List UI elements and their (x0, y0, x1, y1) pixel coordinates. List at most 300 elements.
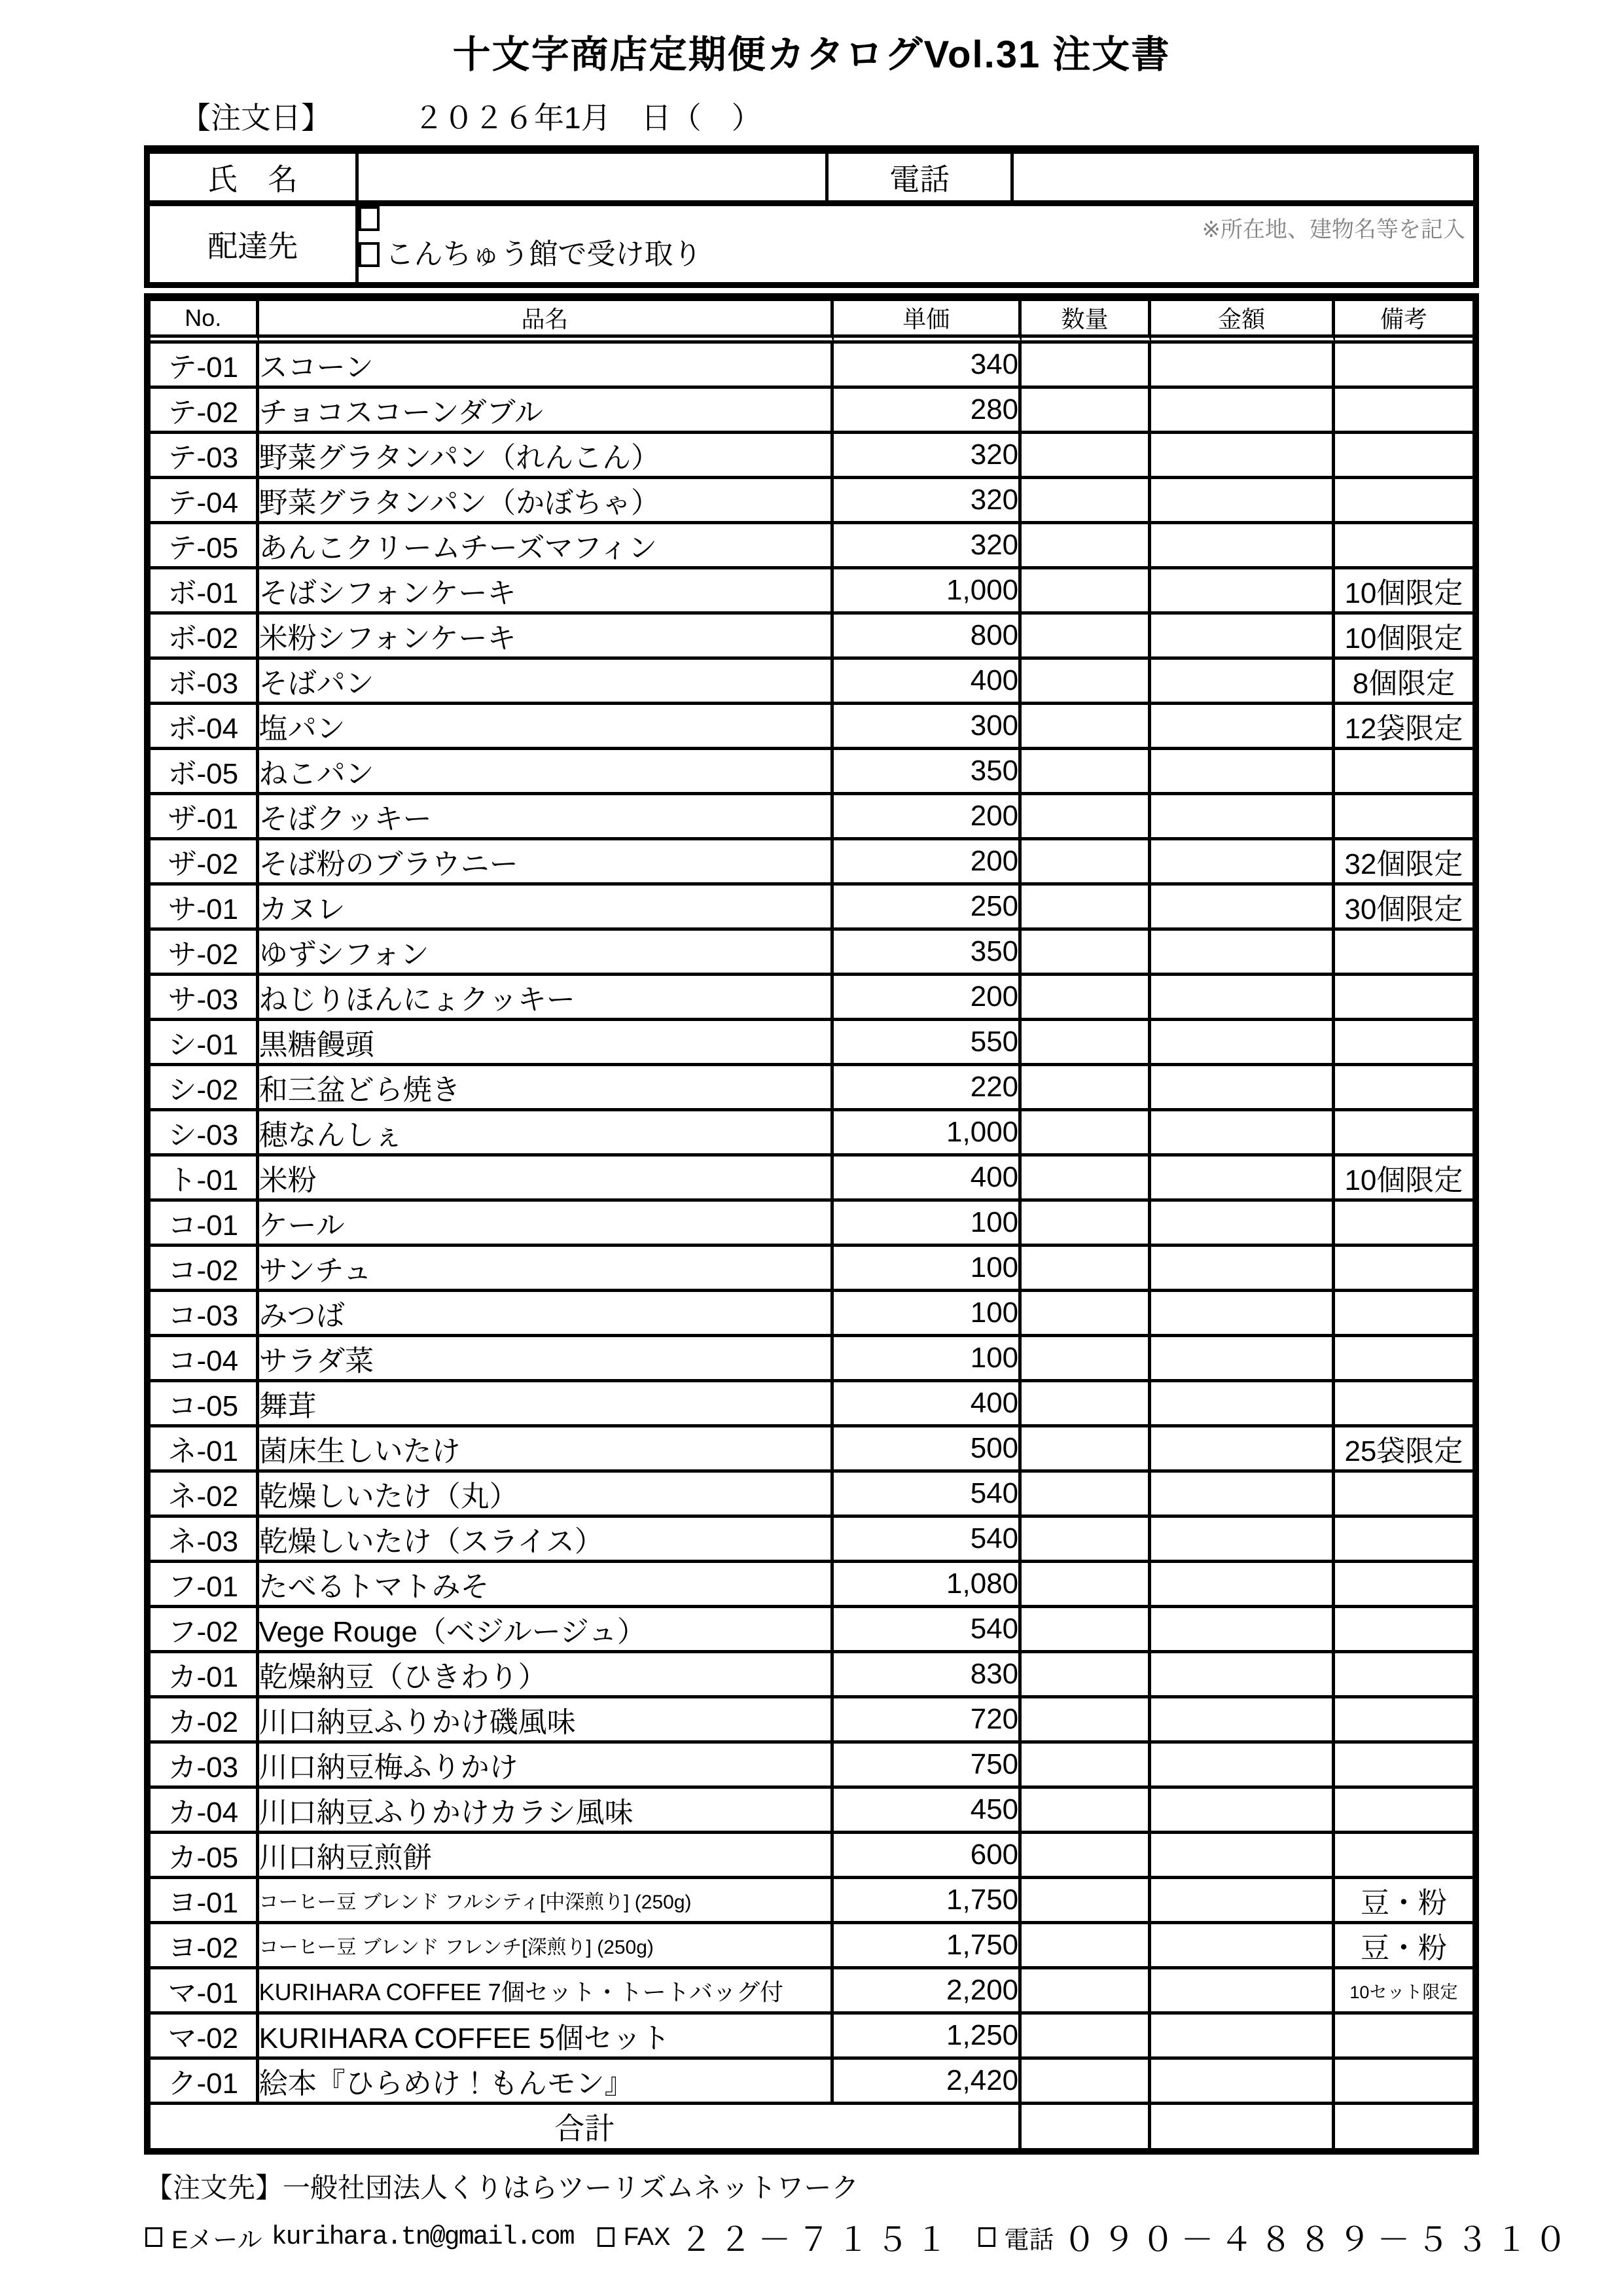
table-row (151, 2060, 1472, 2105)
product-name: 川口納豆ふりかけ磯風味 (259, 1698, 834, 1744)
product-note (1335, 1111, 1472, 1157)
footer (144, 2166, 1574, 2261)
delivery-row (150, 206, 1473, 282)
table-row (151, 1518, 1472, 1563)
quantity-input-cell[interactable] (1022, 750, 1151, 795)
product-no: ク-01 (151, 2060, 259, 2105)
table-row (151, 1834, 1472, 1879)
product-name: 野菜グラタンパン（れんこん） (259, 434, 834, 479)
product-note (1335, 1789, 1472, 1834)
product-name: みつば (259, 1292, 834, 1337)
product-no: サ-01 (151, 886, 259, 931)
product-price: 350 (834, 931, 1022, 976)
amount-input-cell[interactable] (1151, 2015, 1335, 2060)
product-note (1335, 931, 1472, 976)
amount-input-cell[interactable] (1151, 2060, 1335, 2105)
order-date-value[interactable]: ２０２６年1月 日（ ） (414, 101, 762, 135)
quantity-input-cell[interactable] (1022, 1202, 1151, 1247)
product-note (1335, 479, 1472, 524)
product-name: そばパン (259, 660, 834, 705)
quantity-input-cell[interactable] (1022, 1157, 1151, 1202)
quantity-input-cell[interactable] (1022, 886, 1151, 931)
amount-input-cell[interactable] (1151, 1834, 1335, 1879)
amount-input-cell[interactable] (1151, 931, 1335, 976)
product-no: ザ-02 (151, 840, 259, 886)
product-no: ネ-03 (151, 1518, 259, 1563)
table-row (151, 1879, 1472, 1924)
amount-input-cell[interactable] (1151, 1518, 1335, 1563)
order-date-label: 【注文日】 (181, 101, 331, 135)
checkbox-icon[interactable] (978, 2227, 995, 2247)
product-note (1335, 1292, 1472, 1337)
order-to-line: 【注文先】一般社団法人くりはらツーリズムネットワーク (145, 2172, 859, 2203)
name-label: 氏 名 (150, 154, 359, 206)
amount-input-cell[interactable] (1151, 434, 1335, 479)
quantity-input-cell[interactable] (1022, 705, 1151, 750)
email-label: Eメール (171, 2226, 262, 2254)
table-row (151, 479, 1472, 524)
table-row (151, 1382, 1472, 1427)
product-no: コ-01 (151, 1202, 259, 1247)
product-note (1335, 1518, 1472, 1563)
product-no: フ-01 (151, 1563, 259, 1608)
order-date-line (181, 94, 1479, 137)
product-name: スコーン (259, 344, 834, 389)
quantity-input-cell[interactable] (1022, 840, 1151, 886)
product-price: 200 (834, 976, 1022, 1021)
amount-input-cell[interactable] (1151, 1111, 1335, 1157)
product-price: 1,750 (834, 1924, 1022, 1969)
product-price: 100 (834, 1247, 1022, 1292)
checkbox-icon[interactable] (359, 242, 380, 267)
total-amount-cell[interactable] (1151, 2105, 1335, 2148)
product-price: 100 (834, 1202, 1022, 1247)
product-note: 10セット限定 (1335, 1969, 1472, 2015)
product-name: そばシフォンケーキ (259, 569, 834, 615)
fax-label: FAX (623, 2223, 671, 2251)
quantity-input-cell[interactable] (1022, 931, 1151, 976)
product-price: 800 (834, 615, 1022, 660)
table-row (151, 434, 1472, 479)
table-row (151, 1924, 1472, 1969)
amount-input-cell[interactable] (1151, 1066, 1335, 1111)
amount-input-cell[interactable] (1151, 1698, 1335, 1744)
table-row (151, 1021, 1472, 1066)
product-price: 550 (834, 1021, 1022, 1066)
amount-input-cell[interactable] (1151, 569, 1335, 615)
product-name: 黒糖饅頭 (259, 1021, 834, 1066)
product-name: ねじりほんにょクッキー (259, 976, 834, 1021)
amount-input-cell[interactable] (1151, 886, 1335, 931)
table-row (151, 976, 1472, 1021)
product-price: 100 (834, 1292, 1022, 1337)
product-name: ねこパン (259, 750, 834, 795)
table-row (151, 1111, 1472, 1157)
product-table (144, 293, 1479, 2155)
product-price: 400 (834, 1157, 1022, 1202)
col-header-qty: 数量 (1022, 301, 1151, 344)
amount-input-cell[interactable] (1151, 1924, 1335, 1969)
product-no: ボ-01 (151, 569, 259, 615)
quantity-input-cell[interactable] (1022, 1427, 1151, 1473)
phone-input-cell[interactable] (1014, 154, 1473, 206)
quantity-input-cell[interactable] (1022, 660, 1151, 705)
tel-label: 電話 (1004, 2226, 1054, 2254)
table-row (151, 840, 1472, 886)
checkbox-icon[interactable] (145, 2227, 162, 2247)
product-no: カ-04 (151, 1789, 259, 1834)
product-no: テ-01 (151, 344, 259, 389)
product-price: 540 (834, 1608, 1022, 1653)
product-name: 米粉シフォンケーキ (259, 615, 834, 660)
quantity-input-cell[interactable] (1022, 2015, 1151, 2060)
phone-label: 電話 (829, 154, 1014, 206)
product-no: ネ-02 (151, 1473, 259, 1518)
table-row (151, 1698, 1472, 1744)
amount-input-cell[interactable] (1151, 1247, 1335, 1292)
col-header-name: 品名 (259, 301, 834, 344)
quantity-input-cell[interactable] (1022, 1834, 1151, 1879)
page-title: 十文字商店定期便カタログVol.31 注文書 (452, 33, 1171, 76)
table-row (151, 1247, 1472, 1292)
product-price: 830 (834, 1653, 1022, 1698)
product-note (1335, 1473, 1472, 1518)
product-note: 30個限定 (1335, 886, 1472, 931)
product-price: 200 (834, 840, 1022, 886)
product-name: 乾燥納豆（ひきわり） (259, 1653, 834, 1698)
amount-input-cell[interactable] (1151, 479, 1335, 524)
product-note: 32個限定 (1335, 840, 1472, 886)
amount-input-cell[interactable] (1151, 1427, 1335, 1473)
quantity-input-cell[interactable] (1022, 1698, 1151, 1744)
product-name: 和三盆どら焼き (259, 1066, 834, 1111)
product-name: 野菜グラタンパン（かぼちゃ） (259, 479, 834, 524)
product-price: 1,000 (834, 569, 1022, 615)
product-no: ザ-01 (151, 795, 259, 840)
product-note (1335, 389, 1472, 434)
col-header-amount: 金額 (1151, 301, 1335, 344)
amount-input-cell[interactable] (1151, 524, 1335, 569)
product-price: 320 (834, 524, 1022, 569)
quantity-input-cell[interactable] (1022, 1563, 1151, 1608)
product-note (1335, 344, 1472, 389)
fax-number: ２２－７１５１ (679, 2221, 955, 2258)
product-no: ヨ-02 (151, 1924, 259, 1969)
product-price: 540 (834, 1473, 1022, 1518)
product-note: 10個限定 (1335, 615, 1472, 660)
product-price: 540 (834, 1518, 1022, 1563)
product-name: 舞茸 (259, 1382, 834, 1427)
quantity-input-cell[interactable] (1022, 795, 1151, 840)
product-note (1335, 750, 1472, 795)
product-name: そばクッキー (259, 795, 834, 840)
table-row (151, 1202, 1472, 1247)
quantity-input-cell[interactable] (1022, 2060, 1151, 2105)
quantity-input-cell[interactable] (1022, 1608, 1151, 1653)
table-row (151, 1292, 1472, 1337)
quantity-input-cell[interactable] (1022, 389, 1151, 434)
col-header-note: 備考 (1335, 301, 1472, 344)
product-price: 1,000 (834, 1111, 1022, 1157)
product-price: 250 (834, 886, 1022, 931)
table-row (151, 1473, 1472, 1518)
contact-line (145, 2214, 1574, 2261)
col-header-price: 単価 (834, 301, 1022, 344)
product-price: 350 (834, 750, 1022, 795)
product-price: 200 (834, 795, 1022, 840)
product-price: 400 (834, 660, 1022, 705)
delivery-option-2[interactable] (359, 239, 1473, 270)
amount-input-cell[interactable] (1151, 1789, 1335, 1834)
name-input-cell[interactable] (359, 154, 829, 206)
product-note: 10個限定 (1335, 1157, 1472, 1202)
product-no: カ-01 (151, 1653, 259, 1698)
product-price: 1,750 (834, 1879, 1022, 1924)
product-no: ボ-03 (151, 660, 259, 705)
product-no: ト-01 (151, 1157, 259, 1202)
product-price: 220 (834, 1066, 1022, 1111)
quantity-input-cell[interactable] (1022, 479, 1151, 524)
product-name: カヌレ (259, 886, 834, 931)
quantity-input-cell[interactable] (1022, 344, 1151, 389)
product-price: 320 (834, 479, 1022, 524)
product-name: 川口納豆ふりかけカラシ風味 (259, 1789, 834, 1834)
product-note (1335, 1698, 1472, 1744)
product-no: テ-04 (151, 479, 259, 524)
quantity-input-cell[interactable] (1022, 1924, 1151, 1969)
amount-input-cell[interactable] (1151, 1473, 1335, 1518)
amount-input-cell[interactable] (1151, 750, 1335, 795)
amount-input-cell[interactable] (1151, 1653, 1335, 1698)
quantity-input-cell[interactable] (1022, 569, 1151, 615)
table-row (151, 750, 1472, 795)
amount-input-cell[interactable] (1151, 840, 1335, 886)
table-row (151, 1066, 1472, 1111)
product-name: コーヒー豆 ブレンド フルシティ[中深煎り] (250g) (259, 1879, 834, 1924)
product-note: 25袋限定 (1335, 1427, 1472, 1473)
total-row (151, 2105, 1472, 2148)
delivery-options-cell (359, 206, 1473, 282)
product-no: テ-05 (151, 524, 259, 569)
quantity-input-cell[interactable] (1022, 1473, 1151, 1518)
quantity-input-cell[interactable] (1022, 1066, 1151, 1111)
checkbox-icon[interactable] (597, 2227, 615, 2247)
total-note-cell (1335, 2105, 1472, 2148)
product-note (1335, 795, 1472, 840)
delivery-label: 配達先 (150, 206, 359, 282)
product-name: 菌床生しいたけ (259, 1427, 834, 1473)
table-row (151, 1744, 1472, 1789)
product-price: 720 (834, 1698, 1022, 1744)
amount-input-cell[interactable] (1151, 1608, 1335, 1653)
table-row (151, 1608, 1472, 1653)
quantity-input-cell[interactable] (1022, 434, 1151, 479)
product-no: コ-02 (151, 1247, 259, 1292)
product-name: 米粉 (259, 1157, 834, 1202)
product-name: あんこクリームチーズマフィン (259, 524, 834, 569)
product-no: シ-01 (151, 1021, 259, 1066)
product-note (1335, 2060, 1472, 2105)
quantity-input-cell[interactable] (1022, 1879, 1151, 1924)
quantity-input-cell[interactable] (1022, 1111, 1151, 1157)
table-row (151, 660, 1472, 705)
amount-input-cell[interactable] (1151, 976, 1335, 1021)
quantity-input-cell[interactable] (1022, 1247, 1151, 1292)
product-note (1335, 1382, 1472, 1427)
product-note (1335, 524, 1472, 569)
product-note: 豆・粉 (1335, 1879, 1472, 1924)
product-note (1335, 1653, 1472, 1698)
product-price: 2,200 (834, 1969, 1022, 2015)
product-name: Vege Rouge（ベジルージュ） (259, 1608, 834, 1653)
product-note (1335, 1744, 1472, 1789)
quantity-input-cell[interactable] (1022, 1337, 1151, 1382)
product-price: 600 (834, 1834, 1022, 1879)
product-note (1335, 1608, 1472, 1653)
product-no: カ-05 (151, 1834, 259, 1879)
product-price: 100 (834, 1337, 1022, 1382)
table-row (151, 569, 1472, 615)
quantity-input-cell[interactable] (1022, 976, 1151, 1021)
product-price: 2,420 (834, 2060, 1022, 2105)
product-name: 絵本『ひらめけ！もんモン』 (259, 2060, 834, 2105)
product-name: ゆずシフォン (259, 931, 834, 976)
product-no: ボ-02 (151, 615, 259, 660)
table-row (151, 931, 1472, 976)
product-no: ボ-04 (151, 705, 259, 750)
product-no: ボ-05 (151, 750, 259, 795)
customer-info-table (144, 145, 1479, 288)
col-header-no: No. (151, 301, 259, 344)
product-price: 1,250 (834, 2015, 1022, 2060)
amount-input-cell[interactable] (1151, 389, 1335, 434)
table-row (151, 1653, 1472, 1698)
product-price: 1,080 (834, 1563, 1022, 1608)
quantity-input-cell[interactable] (1022, 1789, 1151, 1834)
quantity-input-cell[interactable] (1022, 524, 1151, 569)
quantity-input-cell[interactable] (1022, 615, 1151, 660)
product-note (1335, 2015, 1472, 2060)
amount-input-cell[interactable] (1151, 660, 1335, 705)
amount-input-cell[interactable] (1151, 1202, 1335, 1247)
quantity-input-cell[interactable] (1022, 1292, 1151, 1337)
amount-input-cell[interactable] (1151, 615, 1335, 660)
product-name: 川口納豆煎餅 (259, 1834, 834, 1879)
product-no: ネ-01 (151, 1427, 259, 1473)
product-price: 320 (834, 434, 1022, 479)
product-note (1335, 1834, 1472, 1879)
product-note: 10個限定 (1335, 569, 1472, 615)
amount-input-cell[interactable] (1151, 344, 1335, 389)
table-row (151, 705, 1472, 750)
product-no: コ-04 (151, 1337, 259, 1382)
amount-input-cell[interactable] (1151, 705, 1335, 750)
quantity-input-cell[interactable] (1022, 1518, 1151, 1563)
amount-input-cell[interactable] (1151, 1021, 1335, 1066)
amount-input-cell[interactable] (1151, 1969, 1335, 2015)
quantity-input-cell[interactable] (1022, 1021, 1151, 1066)
product-note (1335, 1202, 1472, 1247)
total-label: 合計 (151, 2105, 1022, 2148)
amount-input-cell[interactable] (1151, 1879, 1335, 1924)
product-note (1335, 1337, 1472, 1382)
table-header-row (151, 301, 1472, 344)
tel-number: ０９０－４８８９－５３１０ (1063, 2221, 1574, 2258)
quantity-input-cell[interactable] (1022, 1382, 1151, 1427)
quantity-input-cell[interactable] (1022, 1969, 1151, 2015)
product-price: 750 (834, 1744, 1022, 1789)
amount-input-cell[interactable] (1151, 1337, 1335, 1382)
product-price: 450 (834, 1789, 1022, 1834)
product-no: フ-02 (151, 1608, 259, 1653)
product-name: 塩パン (259, 705, 834, 750)
table-row (151, 1427, 1472, 1473)
checkbox-icon[interactable] (359, 206, 380, 231)
delivery-option-2-label: こんちゅう館で受け取り (385, 238, 702, 270)
table-row (151, 524, 1472, 569)
product-name: 川口納豆梅ふりかけ (259, 1744, 834, 1789)
amount-input-cell[interactable] (1151, 1292, 1335, 1337)
table-row (151, 1157, 1472, 1202)
table-row (151, 1337, 1472, 1382)
table-row (151, 2015, 1472, 2060)
product-no: カ-02 (151, 1698, 259, 1744)
table-row (151, 795, 1472, 840)
product-name: そば粉のブラウニー (259, 840, 834, 886)
product-rows (151, 344, 1472, 2105)
product-note (1335, 1066, 1472, 1111)
product-no: ヨ-01 (151, 1879, 259, 1924)
product-no: シ-02 (151, 1066, 259, 1111)
table-row (151, 1563, 1472, 1608)
product-note (1335, 1247, 1472, 1292)
product-no: コ-05 (151, 1382, 259, 1427)
product-note: 12袋限定 (1335, 705, 1472, 750)
product-price: 400 (834, 1382, 1022, 1427)
product-name: KURIHARA COFFEE 5個セット (259, 2015, 834, 2060)
order-form-page (144, 0, 1574, 2261)
amount-input-cell[interactable] (1151, 795, 1335, 840)
product-note (1335, 1563, 1472, 1608)
product-price: 340 (834, 344, 1022, 389)
table-row (151, 615, 1472, 660)
amount-input-cell[interactable] (1151, 1382, 1335, 1427)
product-name: コーヒー豆 ブレンド フレンチ[深煎り] (250g) (259, 1924, 834, 1969)
product-note (1335, 1021, 1472, 1066)
product-name: KURIHARA COFFEE 7個セット・トートバッグ付 (259, 1969, 834, 2015)
product-no: サ-03 (151, 976, 259, 1021)
product-no: テ-03 (151, 434, 259, 479)
quantity-input-cell[interactable] (1022, 1744, 1151, 1789)
product-no: マ-01 (151, 1969, 259, 2015)
total-qty-cell[interactable] (1022, 2105, 1151, 2148)
product-name: ケール (259, 1202, 834, 1247)
table-row (151, 886, 1472, 931)
table-row (151, 344, 1472, 389)
product-name: 穂なんしぇ (259, 1111, 834, 1157)
quantity-input-cell[interactable] (1022, 1653, 1151, 1698)
product-name: 乾燥しいたけ（スライス） (259, 1518, 834, 1563)
amount-input-cell[interactable] (1151, 1744, 1335, 1789)
amount-input-cell[interactable] (1151, 1563, 1335, 1608)
product-name: たべるトマトみそ (259, 1563, 834, 1608)
product-price: 300 (834, 705, 1022, 750)
product-price: 500 (834, 1427, 1022, 1473)
amount-input-cell[interactable] (1151, 1157, 1335, 1202)
table-row (151, 1969, 1472, 2015)
email-value: kurihara.tn@gmail.com (271, 2222, 574, 2252)
product-note (1335, 434, 1472, 479)
